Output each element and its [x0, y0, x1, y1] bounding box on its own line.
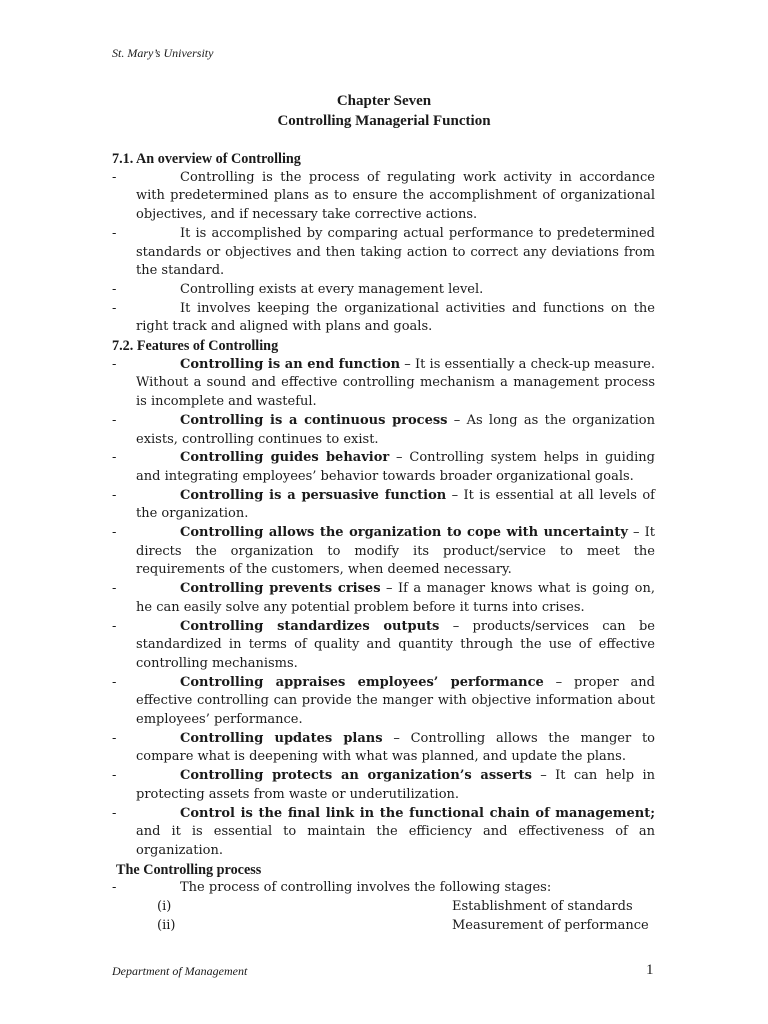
feature-text: – Controlling system helps in guiding and integrating employees’ behavior towards broader organizational goals.	[136, 450, 656, 484]
feature-item: - Control is the final link in the functional chain of management; and it is essential to maintain the efficiency and effectiveness of an organization.	[112, 805, 655, 858]
feature-label: Controlling standardizes outputs	[180, 618, 440, 634]
feature-item: - Controlling guides behavior – Controlling system helps in guiding and integrating employees’ behavior towards broader organizational goals.	[112, 450, 656, 484]
feature-label: Controlling updates plans	[180, 730, 383, 746]
feature-text: – It directs the organization to modify its product/service to meet the requirements of the customers, when deemed necessary.	[136, 525, 656, 578]
feature-item: - Controlling standardizes outputs – products/services can be standardized in terms of quality and quantity through the use of effective controlling mechanisms.	[112, 618, 655, 671]
bullet-text: Controlling exists at every management level.	[180, 281, 484, 297]
feature-text: – It is essential at all levels of the organization.	[136, 487, 655, 522]
feature-item: - Controlling is a continuous process – As long as the organization exists, controlling continues to exist.	[112, 412, 655, 447]
bullet-item: - The process of controlling involves the following stages:	[112, 880, 552, 896]
feature-item: - Controlling is an end function – It is essentially a check-up measure. Without a sound and effective controlling mechanism a management process is incomplete and wasteful.	[112, 356, 655, 410]
feature-label: Controlling is a persuasive function	[180, 487, 447, 503]
feature-text: and it is essential to maintain the efficiency and effectiveness of an organization.	[136, 824, 655, 858]
feature-text: – If a manager knows what is going on, he can easily solve any potential problem before it turns into crises.	[136, 581, 655, 615]
feature-text: – As long as the organization exists, controlling continues to exist.	[136, 412, 655, 447]
feature-item: - Controlling appraises employees’ performance – proper and effective controlling can provide the manger with objective information about employees’ performance.	[112, 674, 655, 728]
chapter-number: Chapter Seven	[336, 93, 432, 109]
stage-text: Measurement of performance	[452, 917, 649, 933]
page-number: 1	[646, 962, 654, 978]
feature-label: Controlling prevents crises	[180, 581, 381, 597]
stage-numeral: (ii)	[157, 917, 176, 933]
feature-item: - Controlling allows the organization to cope with uncertainty – It directs the organization to modify its product/service to meet the requirements of the customers, when deemed necessary.	[112, 525, 656, 578]
feature-text: – products/services can be standardized in terms of quality and quantity through the use of effective controlling mechanisms.	[136, 618, 655, 671]
section-heading-features: 7.2. Features of Controlling	[112, 338, 279, 355]
section-heading-process: The Controlling process	[116, 861, 262, 878]
feature-item: - Controlling is a persuasive function – It is essential at all levels of the organization.	[112, 487, 655, 522]
stage-text: Establishment of standards	[452, 899, 633, 915]
bullet-item: - Controlling is the process of regulating work activity in accordance with predetermined plans as to ensure the accomplishment of organizational objectives, and if necessary take corrective actions.	[112, 169, 655, 223]
process-stage	[112, 898, 655, 917]
bullet-text: The process of controlling involves the following stages:	[180, 880, 552, 896]
bullet-text: It involves keeping the organizational activities and functions on the right track and aligned with plans and goals.	[136, 300, 655, 335]
feature-text: – It is essentially a check-up measure. Without a sound and effective controlling mechanism a management process is incomplete and wasteful.	[136, 356, 655, 410]
section-heading-overview: 7.1. An overview of Controlling	[112, 151, 301, 167]
bullet-text: It is accomplished by comparing actual performance to predetermined standards or objectives and then taking action to correct any deviations from the standard.	[136, 225, 655, 279]
feature-text: – It can help in protecting assets from waste or underutilization.	[136, 768, 655, 802]
bullet-item: - It involves keeping the organizational activities and functions on the right track and aligned with plans and goals.	[112, 300, 655, 335]
running-header: St. Mary’s University	[112, 46, 214, 60]
chapter-title: Controlling Managerial Function	[277, 113, 491, 129]
feature-label: Controlling guides behavior	[180, 450, 390, 466]
document-body	[112, 150, 655, 935]
feature-label: Control is the final link in the functional chain of management;	[180, 805, 655, 821]
feature-item: - Controlling prevents crises – If a manager knows what is going on, he can easily solve any potential problem before it turns into crises.	[112, 581, 655, 615]
feature-item: - Controlling updates plans – Controlling allows the manger to compare what is deepening with what was planned, and update the plans.	[112, 730, 655, 765]
feature-text: – Controlling allows the manger to compare what is deepening with what was planned, and update the plans.	[136, 730, 655, 765]
stage-numeral: (i)	[157, 899, 172, 915]
feature-text: – proper and effective controlling can provide the manger with objective information about employees’ performance.	[136, 674, 655, 728]
feature-label: Controlling is an end function	[180, 356, 401, 372]
process-stage	[112, 917, 655, 936]
feature-label: Controlling appraises employees’ performance	[180, 674, 544, 690]
running-footer: Department of Management	[112, 964, 248, 978]
bullet-item: - Controlling exists at every management level.	[112, 281, 484, 297]
feature-label: Controlling protects an organization’s asserts	[180, 768, 532, 784]
bullet-text: Controlling is the process of regulating work activity in accordance with predetermined plans as to ensure the accomplishment of organizational objectives, and if necessary take corrective actions.	[136, 169, 655, 223]
feature-label: Controlling is a continuous process	[180, 412, 448, 428]
bullet-item: - It is accomplished by comparing actual performance to predetermined standards or objectives and then taking action to correct any deviations from the standard.	[112, 225, 655, 279]
feature-item: - Controlling protects an organization’s asserts – It can help in protecting assets from waste or underutilization.	[112, 768, 655, 802]
feature-label: Controlling allows the organization to cope with uncertainty	[180, 525, 628, 541]
